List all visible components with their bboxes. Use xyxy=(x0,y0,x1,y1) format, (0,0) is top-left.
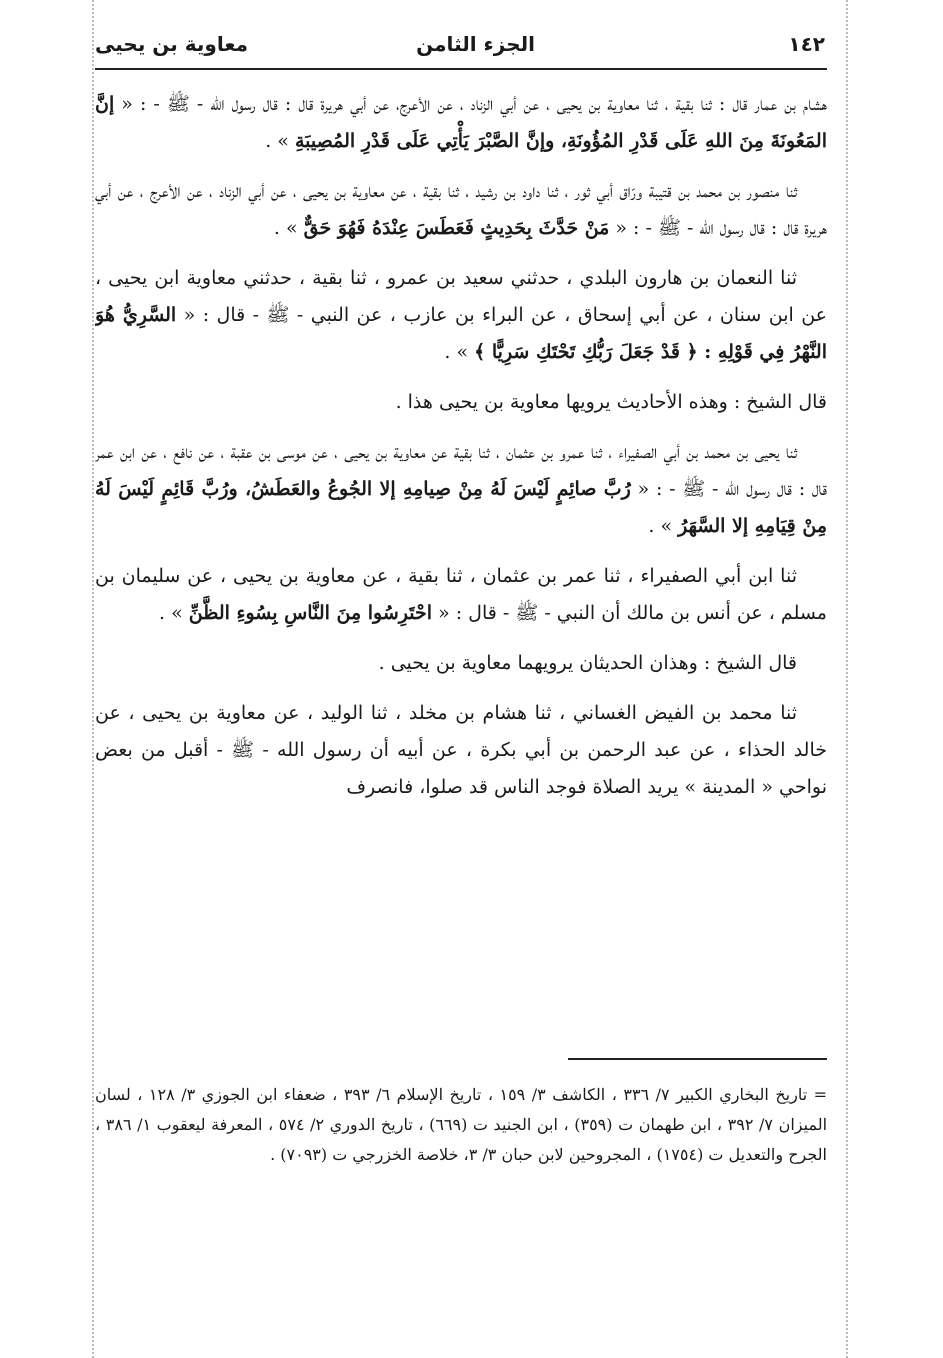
narration: هشام بن عمار قال : ثنا بقية ، ثنا معاوية بن يحيى ، عن أبي الزناد ، عن الأعرج، عن أبي هريرة قال : قال رسول الله - ﷺ - : « xyxy=(114,93,827,115)
paragraph xyxy=(95,695,827,806)
narration: ثنا يحيى بن محمد بن أبي الصفيراء ، ثنا عمرو بن عثمان ، ثنا بقية عن معاوية بن يحيى ، عن موسى بن عقبة ، عن نافع ، عن ابن عمر قال : قال رسول الله - ﷺ - : « xyxy=(95,441,827,500)
paragraph xyxy=(95,173,827,247)
narration-end: » . xyxy=(444,341,475,363)
paragraph xyxy=(95,645,827,682)
paragraph xyxy=(95,260,827,371)
left-binding-dots xyxy=(92,0,94,1358)
hadith-text: السَّرِيُّ هُوَ النَّهْرُ فِي قَوْلِهِ : ﴿ قَدْ جَعَلَ رَبُّكِ تَحْتَكِ سَرِيًّا ﴾ xyxy=(95,304,827,363)
narration-end: » . xyxy=(648,515,679,537)
running-title: معاوية بن يحيى xyxy=(95,32,249,56)
hadith-text: رُبَّ صائِمٍ لَيْسَ لَهُ مِنْ صِيامِهِ إلا الجُوعُ والعَطَشُ، ورُبَّ قَائِمٍ لَيْسَ لَهُ مِنْ قِيَامِهِ إلا السَّهَرُ xyxy=(95,478,827,537)
hadith-text: احْتَرِسُوا مِنَ النَّاسِ بِسُوءِ الظَّنِّ xyxy=(188,602,433,624)
main-text xyxy=(95,86,827,1046)
right-binding-dots xyxy=(846,0,848,1358)
paragraph xyxy=(95,384,827,421)
paragraph xyxy=(95,434,827,545)
narration-end: » . xyxy=(265,130,295,152)
narration: قال الشيخ : وهذه الأحاديث يرويها معاوية بن يحيى هذا . xyxy=(395,391,827,413)
narration: ثنا محمد بن الفيض الغساني ، ثنا هشام بن مخلد ، ثنا الوليد ، عن معاوية بن يحيى ، عن خالد الحذاء ، عن عبد الرحمن بن أبي بكرة ، عن أبيه أن رسول الله - ﷺ - أقبل من بعض نواحي « المدينة » يريد الصلاة فوجد الناس قد صلوا، فانصرف xyxy=(95,702,827,798)
narration: ثنا منصور بن محمد بن قتيبة ورّاق أبي ثور ، ثنا داود بن رشيد ، ثنا بقية ، عن معاوية بن يحيى ، عن أبي الزناد ، عن الأعرج ، عن أبي هريرة قال : قال رسول الله - ﷺ - : « xyxy=(95,180,827,239)
footnote-text: = تاريخ البخاري الكبير ٧/ ٣٣٦ ، الكاشف ٣/ ١٥٩ ، تاريخ الإسلام ٦/ ٣٩٣ ، ضعفاء ابن الجوزي ٣/ ١٢٨ ، لسان الميزان ٧/ ٣٩٢ ، ابن طهمان ت (٣٥٩) ، ابن الجنيد ت (٦٦٩) ، تاريخ الدوري ٢/ ٥٧٤ ، المعرفة ليعقوب ١/ ٣٨٦ ، الجرح والتعديل ت (١٧٥٤) ، المجروحين لابن حبان ٣/ ٣، خلاصة الخزرجي ت (٧٠٩٣) . xyxy=(95,1085,827,1164)
paragraph xyxy=(95,86,827,160)
narration: ثنا ابن أبي الصفيراء ، ثنا عمر بن عثمان ، ثنا بقية ، عن معاوية بن يحيى ، عن سليمان بن مسلم ، عن أنس بن مالك أن النبي - ﷺ - قال : « xyxy=(95,565,827,624)
page-header xyxy=(95,28,825,68)
hadith-text: إنَّ المَعُونَةَ مِنَ اللهِ عَلَى قَدْرِ المُؤُونَةِ، وإنَّ الصَّبْرَ يَأْتِي عَلَى قَدْرِ المُصِيبَةِ xyxy=(95,93,827,152)
header-divider xyxy=(95,68,827,70)
hadith-text: مَنْ حَدَّثَ بِحَدِيثٍ فَعَطَسَ عِنْدَهُ فَهُوَ حَقٌّ xyxy=(303,217,610,239)
narration: قال الشيخ : وهذان الحديثان يرويهما معاوية بن يحيى . xyxy=(378,652,797,674)
narration-end: » . xyxy=(273,217,304,239)
footnote-divider xyxy=(568,1058,827,1060)
narration: ثنا النعمان بن هارون البلدي ، حدثني سعيد بن عمرو ، ثنا بقية ، حدثني معاوية ابن يحيى ، عن ابن سنان ، عن أبي إسحاق ، عن البراء بن عازب ، عن النبي - ﷺ - قال : « xyxy=(95,267,827,326)
footnote xyxy=(95,1080,827,1250)
part-title: الجزء الثامن xyxy=(416,32,535,56)
paragraph xyxy=(95,558,827,632)
narration-end: » . xyxy=(159,602,189,624)
page-number: ١٤٢ xyxy=(788,32,825,56)
